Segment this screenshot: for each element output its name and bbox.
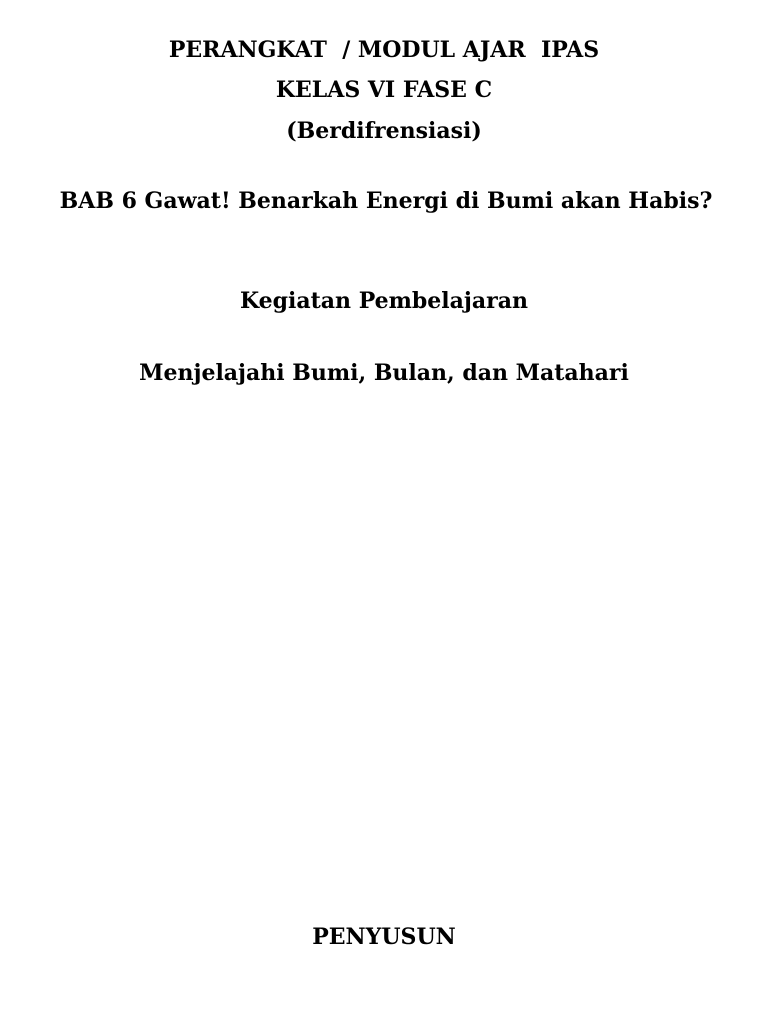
title-line-1: PERANGKAT / MODUL AJAR IPAS [168,37,600,63]
author-label: PENYUSUN [312,924,456,950]
section-label: Kegiatan Pembelajaran [240,288,528,314]
chapter-heading: BAB 6 Gawat! Benarkah Energi di Bumi akan Habis? [59,188,713,214]
title-line-3: (Berdifrensiasi) [286,118,482,144]
title-line-2: KELAS VI FASE C [275,77,493,103]
activity-title: Menjelajahi Bumi, Bulan, dan Matahari [139,360,629,386]
